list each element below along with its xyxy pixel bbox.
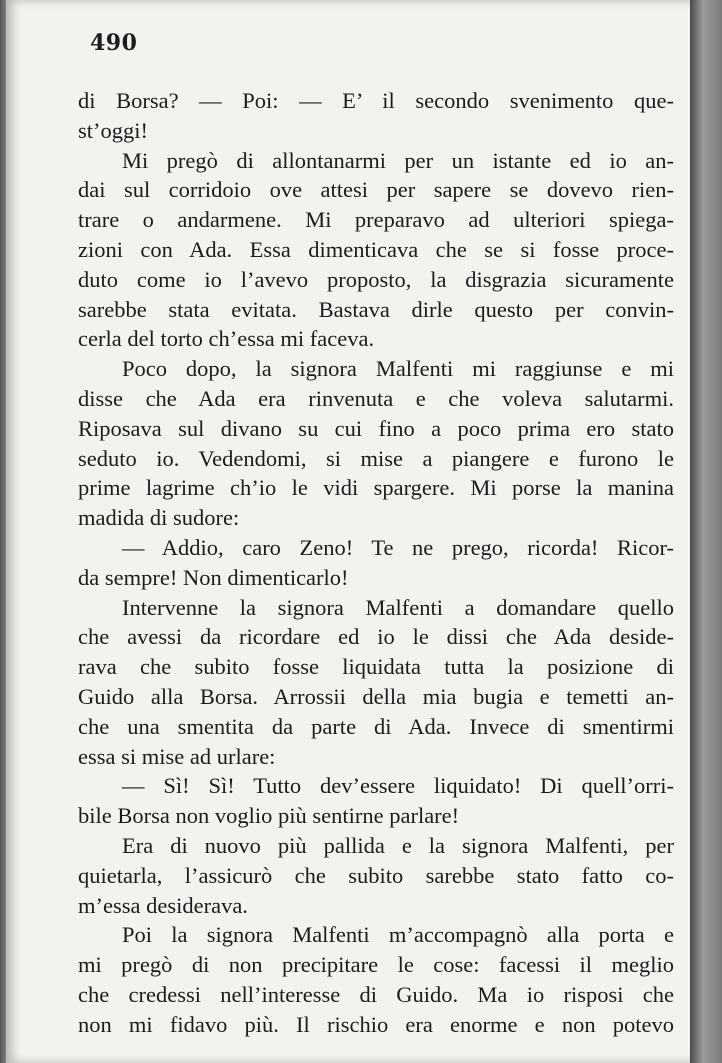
page-right-edge (690, 0, 722, 1063)
text-line: m’essa desiderava. (78, 892, 248, 918)
text-line: sarebbe stata evitata. Bastava dirle questo per convin- (78, 296, 674, 322)
text-line: st’oggi! (78, 117, 148, 143)
text-line: — Sì! Sì! Tutto dev’essere liquidato! Di quell’orri- (122, 773, 674, 799)
text-line: trare o andarmene. Mi preparavo ad ulteriori spiega- (78, 207, 674, 233)
page-number: 490 (90, 30, 138, 56)
body-text (78, 86, 674, 1040)
text-line: prime lagrime ch’io le vidi spargere. Mi porse la manina (78, 475, 674, 501)
text-line: duto come io l’avevo proposto, la disgrazia sicuramente (78, 266, 674, 292)
text-line: Riposava sul divano su cui fino a poco prima ero stato (78, 415, 674, 441)
text-line: disse che Ada era rinvenuta e che voleva salutarmi. (78, 385, 674, 411)
text-line: bile Borsa non voglio più sentirne parlare! (78, 803, 460, 829)
text-line: cerla del torto ch’essa mi faceva. (78, 326, 375, 352)
text-line: seduto io. Vedendomi, si mise a piangere e furono le (78, 445, 674, 471)
text-line: che avessi da ricordare ed io le dissi che Ada deside- (78, 624, 674, 650)
text-line: di Borsa? — Poi: — E’ il secondo svenimento que- (78, 88, 674, 113)
text-line: quietarla, l’assicurò che subito sarebbe stato fatto co- (78, 862, 674, 888)
text-line: essa si mise ad urlare: (78, 743, 276, 769)
text-line: rava che subito fosse liquidata tutta la posizione di (78, 654, 674, 680)
text-line: Guido alla Borsa. Arrossii della mia bugia e temetti an- (78, 683, 674, 709)
text-line: che una smentita da parte di Ada. Invece di smentirmi (78, 713, 674, 739)
text-line: madida di sudore: (78, 505, 240, 531)
text-line: mi pregò di non precipitare le cose: facessi il meglio (78, 952, 674, 978)
book-page (6, 0, 696, 1063)
text-line: non mi fidavo più. Il rischio era enorme e non potevo (78, 1011, 674, 1037)
text-line: zioni con Ada. Essa dimenticava che se si fosse proce- (78, 236, 674, 262)
text-line: Era di nuovo più pallida e la signora Malfenti, per (122, 832, 674, 858)
text-line: Poi la signora Malfenti m’accompagnò alla porta e (122, 922, 674, 948)
text-line: — Addio, caro Zeno! Te ne prego, ricorda! Ricor- (122, 534, 674, 560)
text-line: da sempre! Non dimenticarlo! (78, 564, 349, 590)
text-line: Intervenne la signora Malfenti a domandare quello (122, 594, 674, 620)
text-line: che credessi nell’interesse di Guido. Ma io risposi che (78, 981, 674, 1007)
text-line: dai sul corridoio ove attesi per sapere se dovevo rien- (78, 177, 674, 203)
text-line: Mi pregò di allontanarmi per un istante ed io an- (122, 147, 674, 173)
text-line: Poco dopo, la signora Malfenti mi raggiunse e mi (122, 356, 674, 382)
